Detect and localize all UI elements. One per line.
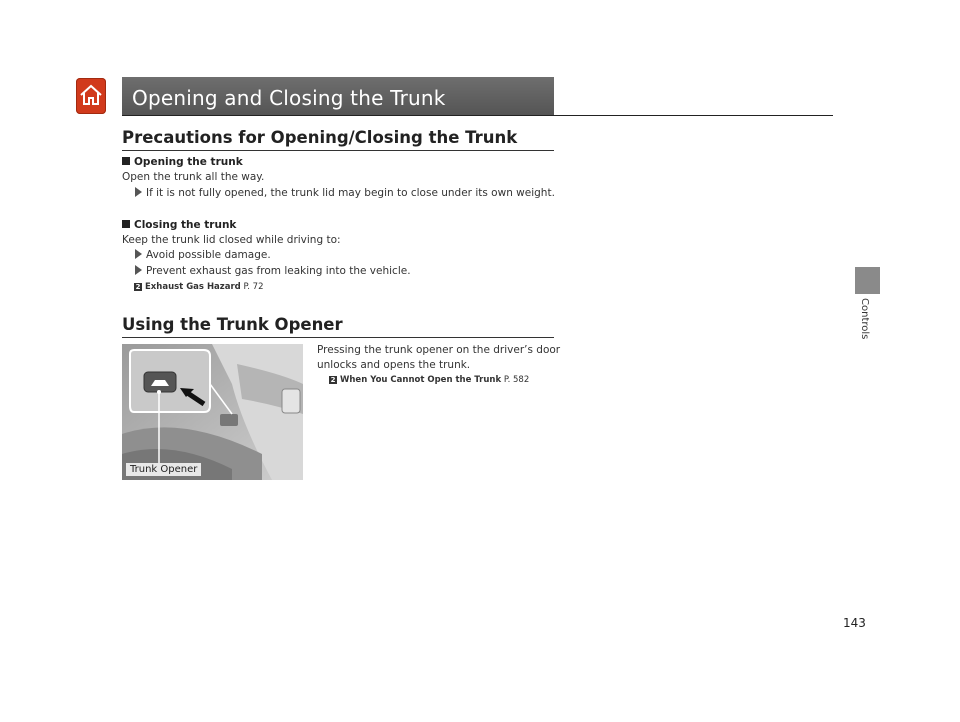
subheading-opening-text: Opening the trunk (134, 156, 243, 168)
square-bullet-icon (122, 157, 130, 165)
square-bullet-icon (122, 220, 130, 228)
section-heading-trunk-opener: Using the Trunk Opener (122, 315, 343, 334)
arrow-bullet-icon (135, 249, 142, 259)
subheading-opening (122, 156, 243, 168)
page-number: 143 (843, 616, 866, 630)
title-rule (122, 115, 833, 116)
closing-bullet (135, 249, 271, 261)
chapter-tab[interactable] (855, 267, 880, 294)
trunk-opener-illustration (122, 344, 303, 480)
closing-bullet (135, 265, 411, 277)
subheading-closing-text: Closing the trunk (134, 219, 237, 231)
chapter-tab-label: Controls (859, 298, 870, 340)
opening-text: Open the trunk all the way. (122, 171, 265, 183)
section-rule (122, 150, 554, 151)
closing-bullet-text: Prevent exhaust gas from leaking into the vehicle. (146, 265, 411, 277)
section-heading-precautions: Precautions for Opening/Closing the Trunk (122, 128, 518, 147)
opening-bullet-text: If it is not fully opened, the trunk lid may begin to close under its own weight. (146, 187, 555, 199)
opening-bullet (135, 187, 555, 199)
cross-reference-icon: 2 (135, 283, 141, 291)
xref-cannot-open-trunk[interactable] (329, 375, 529, 385)
chapter-tab-label-wrap (848, 296, 888, 338)
xref-exhaust-gas-hazard[interactable] (134, 282, 263, 292)
xref-page: P. 72 (243, 282, 264, 292)
home-icon (79, 84, 103, 106)
trunk-opener-text-line1: Pressing the trunk opener on the driver’s door (317, 344, 561, 356)
xref-title: Exhaust Gas Hazard (145, 282, 241, 292)
cross-reference-icon: 2 (330, 376, 336, 384)
arrow-bullet-icon (135, 187, 142, 197)
arrow-bullet-icon (135, 265, 142, 275)
trunk-opener-text-line2: unlocks and opens the trunk. (317, 359, 471, 371)
home-button[interactable] (76, 78, 106, 114)
section-rule (122, 337, 554, 338)
page-title: Opening and Closing the Trunk (132, 86, 446, 110)
trunk-opener-callout: Trunk Opener (126, 463, 201, 476)
xref-page: P. 582 (503, 375, 530, 385)
door-panel-drawing (122, 344, 303, 480)
closing-text: Keep the trunk lid closed while driving to: (122, 234, 341, 246)
xref-title: When You Cannot Open the Trunk (340, 375, 502, 385)
subheading-closing (122, 219, 236, 231)
closing-bullet-text: Avoid possible damage. (146, 249, 271, 261)
